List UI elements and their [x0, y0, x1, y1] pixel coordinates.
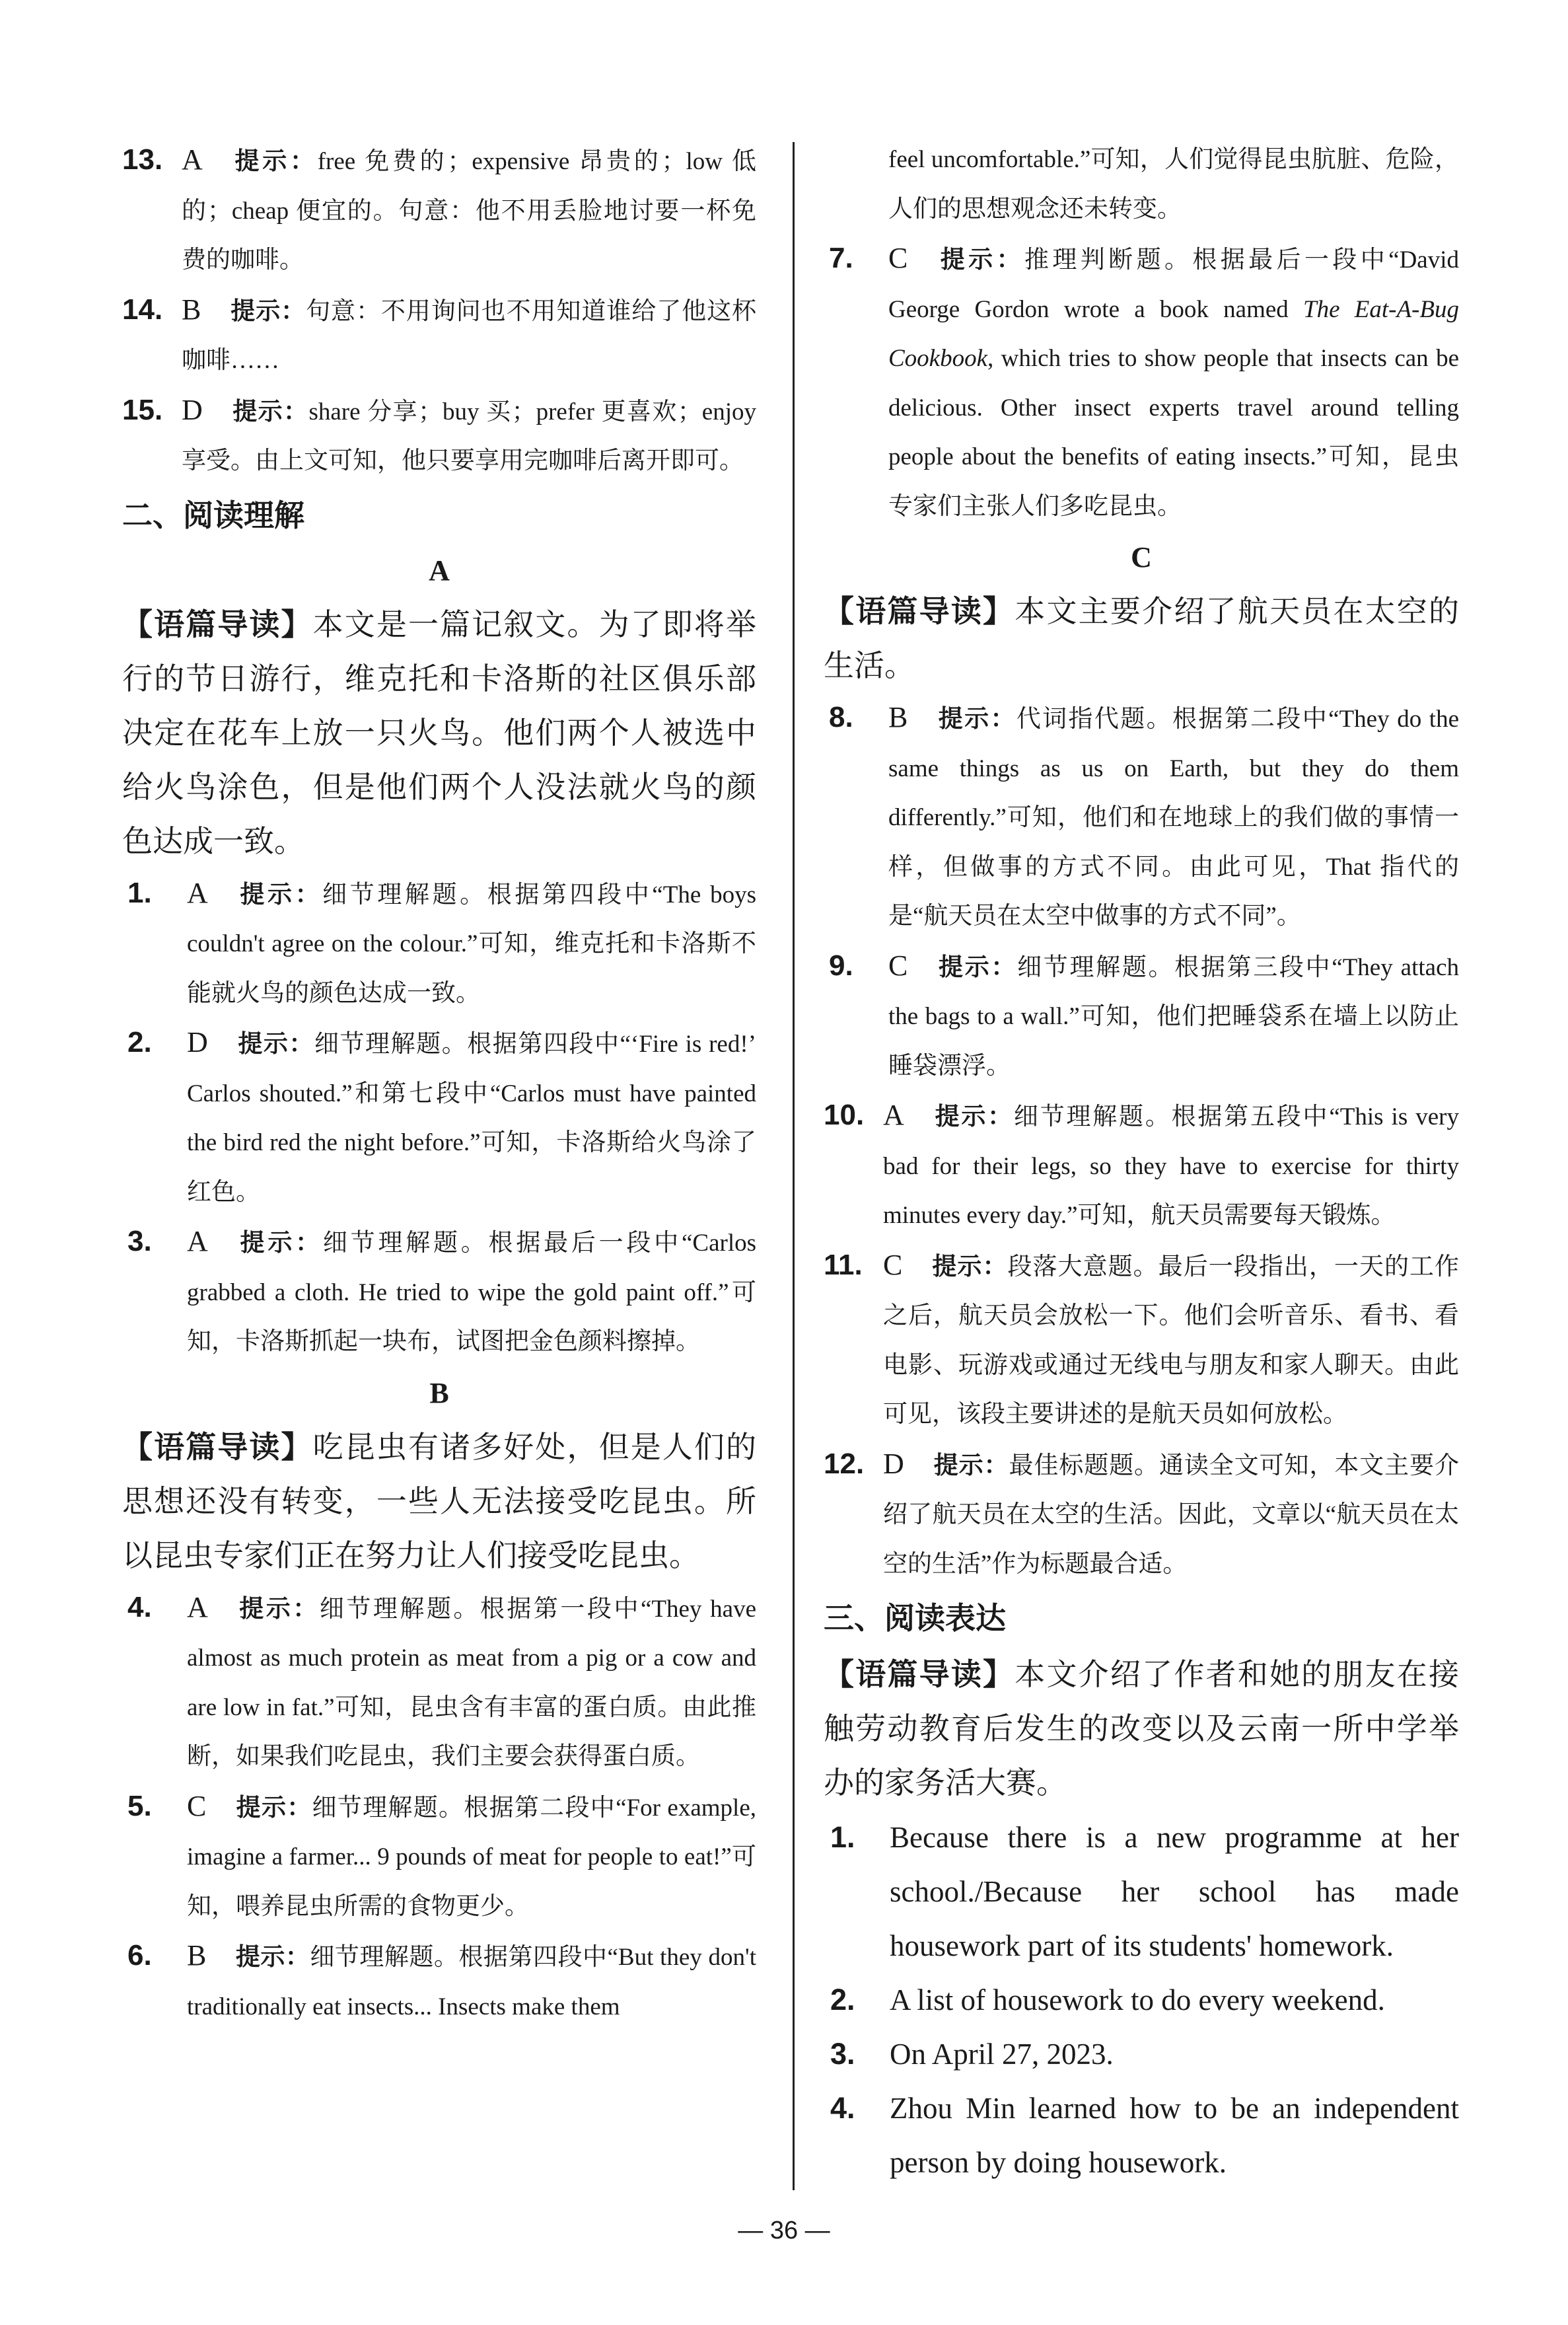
answer-item	[127, 1931, 756, 2032]
answer-text: A list of housework to do every weekend.	[890, 1983, 1385, 2016]
answer-letter: B	[182, 293, 201, 326]
written-answer	[830, 1973, 1459, 2027]
question-number: 3.	[127, 1225, 152, 1257]
hint-label: 提示：	[231, 147, 318, 174]
hint-text: 细节理解题。根据最后一段中“Carlos grabbed a cloth. He tried to wipe the gold paint off.”可知，卡洛斯抓起一块布，试图把金色颜料擦掉。	[187, 1230, 756, 1355]
written-answer	[830, 2027, 1459, 2081]
book-title: The Eat-A-Bug Cookbook	[888, 295, 1459, 372]
guide-text: 吃昆虫有诸多好处，但是人们的思想还没有转变，一些人无法接受吃昆虫。所以昆虫专家们正在努力让人们接受吃昆虫。	[122, 1430, 757, 1572]
hint-label: 提示：	[236, 1030, 314, 1057]
hint-text: 细节理解题。根据第四段中“But they don't traditionally eat insects... Insects make them	[187, 1944, 757, 2020]
answer-letter: B	[187, 1939, 207, 1972]
question-number: 12.	[824, 1447, 865, 1480]
answer-letter: D	[187, 1026, 208, 1058]
written-answer	[830, 1810, 1459, 1973]
question-number: 1.	[127, 876, 152, 909]
answer-item	[122, 386, 756, 486]
hint-text: 代词指代题。根据第二段中“They do the same things as us on Earth, but they do them differently.”可知，他们和在地球上的我们做的事情一样，但做事的方式不同。由此可见，That 指代的是“航天员在太空中做事的方式不同”。	[888, 706, 1460, 930]
passage-guide	[122, 597, 756, 869]
answer-text: On April 27, 2023.	[890, 2038, 1114, 2071]
hint-text-continued: , which tries to show people that insects can be delicious. Other insect experts travel around telling people about the benefits of eating insects.”可知，昆虫专家们主张人们多吃昆虫。	[888, 345, 1459, 520]
hint-text: 细节理解题。根据第四段中“The boys couldn't agree on the colour.”可知，维克托和卡洛斯不能就火鸟的颜色达成一致。	[187, 881, 756, 1007]
answer-letter: C	[883, 1248, 903, 1281]
section-heading: 三、阅读表达	[824, 1601, 1006, 1635]
guide-tag: 【语篇导读】	[824, 594, 1015, 628]
answer-item	[824, 1440, 1459, 1590]
hint-text: 细节理解题。根据第一段中“They have almost as much protein as meat from a pig or a cow and are low in fat.”可知，昆虫含有丰富的蛋白质。由此推断，如果我们吃昆虫，我们主要会获得蛋白质。	[187, 1595, 756, 1770]
question-number: 8.	[829, 701, 853, 733]
hint-label: 提示：	[937, 705, 1016, 732]
answer-letter: C	[187, 1789, 207, 1822]
answer-item	[127, 1018, 756, 1217]
hint-label: 提示：	[235, 1793, 312, 1821]
guide-text: 本文介绍了作者和她的朋友在接触劳动教育后发生的改变以及云南一所中学举办的家务活大赛。	[824, 1658, 1460, 1800]
guide-text: 本文是一篇记叙文。为了即将举行的节日游行，维克托和卡洛斯的社区俱乐部决定在花车上放一只火鸟。他们两个人被选中给火鸟涂色，但是他们两个人没法就火鸟的颜色达成一致。	[122, 607, 757, 858]
question-number: 6.	[127, 1939, 152, 1972]
question-number: 3.	[830, 2037, 855, 2071]
hint-label: 提示：	[933, 1103, 1014, 1130]
hint-label: 提示：	[933, 1451, 1009, 1479]
answer-letter: A	[883, 1099, 904, 1131]
question-number: 15.	[122, 393, 163, 426]
hint-label: 提示：	[236, 880, 323, 908]
question-number: 2.	[127, 1026, 152, 1058]
answer-letter: A	[187, 1590, 208, 1623]
question-number: 4.	[127, 1590, 152, 1623]
answer-letter: B	[888, 701, 908, 733]
question-number: 13.	[122, 143, 163, 176]
hint-text: 段落大意题。最后一段指出，一天的工作之后，航天员会放松一下。他们会听音乐、看书、看电影、玩游戏或通过无线电与朋友和家人聊天。由此可见，该段主要讲述的是航天员如何放松。	[883, 1253, 1460, 1428]
answer-letter: A	[187, 876, 208, 909]
answer-letter: D	[182, 393, 203, 426]
hint-label: 提示：	[231, 397, 309, 425]
hint-text: 细节理解题。根据第五段中“This is very bad for their legs, so they have to exercise for thirty minutes every day.”可知，航天员需要每天锻炼。	[883, 1103, 1460, 1229]
answer-item	[127, 1583, 756, 1782]
hint-text: 句意：不用询问也不用知道谁给了他这杯咖啡……	[182, 297, 757, 374]
hint-text: share 分享；buy 买；prefer 更喜欢；enjoy 享受。由上文可知，他只要享用完咖啡后离开即可。	[182, 398, 757, 474]
guide-tag: 【语篇导读】	[122, 1429, 313, 1464]
passage-guide	[824, 584, 1459, 693]
passage-guide	[824, 1647, 1459, 1810]
column-divider	[793, 142, 795, 2190]
answer-item	[829, 234, 1459, 531]
answer-text: Because there is a new programme at her school./Because her school has made housework part of its students' homework.	[890, 1821, 1459, 1962]
answer-item	[122, 135, 756, 285]
hint-label: 提示：	[937, 953, 1018, 980]
hint-label: 提示：	[236, 1594, 320, 1622]
answer-item-continued	[829, 135, 1459, 234]
hint-text: 推理判断题。根据最后一段中“David George Gordon wrote a book named	[888, 246, 1459, 323]
answer-text: Zhou Min learned how to be an independent person by doing housework.	[890, 2092, 1459, 2179]
section-heading: 二、阅读理解	[122, 498, 304, 533]
hint-text: 细节理解题。根据第三段中“They attach the bags to a wall.”可知，他们把睡袋系在墙上以防止睡袋漂浮。	[888, 953, 1459, 1080]
answer-item	[824, 1241, 1459, 1440]
answer-item	[829, 941, 1459, 1091]
guide-tag: 【语篇导读】	[824, 1657, 1015, 1691]
passage-letter: C	[1131, 541, 1152, 573]
question-number: 9.	[829, 949, 853, 982]
guide-tag: 【语篇导读】	[122, 607, 313, 642]
question-number: 2.	[830, 1983, 855, 2016]
hint-text: 最佳标题题。通读全文可知，本文主要介绍了航天员在太空的生活。因此，文章以“航天员在太空的生活”作为标题最合适。	[883, 1452, 1460, 1578]
answer-item	[127, 1782, 756, 1932]
answer-letter: C	[888, 949, 908, 982]
question-number: 11.	[824, 1248, 863, 1281]
left-column	[122, 135, 756, 2032]
passage-guide	[122, 1420, 756, 1583]
hint-label: 提示：	[236, 1229, 323, 1256]
hint-label: 提示：	[937, 246, 1024, 273]
guide-text: 本文主要介绍了航天员在太空的生活。	[824, 595, 1460, 683]
answer-item	[122, 285, 756, 386]
question-number: 14.	[122, 293, 163, 326]
hint-text: feel uncomfortable.”可知，人们觉得昆虫肮脏、危险，人们的思想观念还未转变。	[888, 146, 1459, 223]
answer-item	[127, 869, 756, 1019]
hint-label: 提示：	[235, 1943, 310, 1970]
question-number: 7.	[829, 242, 853, 274]
question-number: 1.	[830, 1820, 855, 1854]
question-number: 10.	[824, 1099, 865, 1131]
hint-text: free 免费的；expensive 昂贵的；low 低的；cheap 便宜的。句意：他不用丢脸地讨要一杯免费的咖啡。	[182, 148, 756, 274]
answer-item	[829, 693, 1459, 941]
page-number: — 36 —	[738, 2217, 830, 2244]
hint-text: 细节理解题。根据第四段中“‘Fire is red!’ Carlos shouted.”和第七段中“Carlos must have painted the bird red the night before.”可知，卡洛斯给火鸟涂了红色。	[187, 1031, 756, 1206]
hint-text: 细节理解题。根据第二段中“For example, imagine a farmer... 9 pounds of meat for people to eat!”可知，喂养昆虫所需的食物更少。	[187, 1794, 757, 1920]
question-number: 4.	[830, 2091, 855, 2125]
hint-label: 提示：	[230, 297, 306, 324]
answer-letter: C	[888, 242, 908, 274]
question-number: 5.	[127, 1789, 152, 1822]
answer-item	[824, 1091, 1459, 1241]
answer-item	[127, 1217, 756, 1367]
hint-label: 提示：	[931, 1252, 1008, 1280]
passage-letter: B	[429, 1376, 449, 1409]
written-answer	[830, 2081, 1459, 2190]
answer-letter: A	[182, 143, 203, 176]
right-column	[824, 135, 1459, 2190]
answer-letter: D	[883, 1447, 904, 1480]
passage-letter: A	[429, 554, 450, 587]
answer-letter: A	[187, 1225, 208, 1257]
